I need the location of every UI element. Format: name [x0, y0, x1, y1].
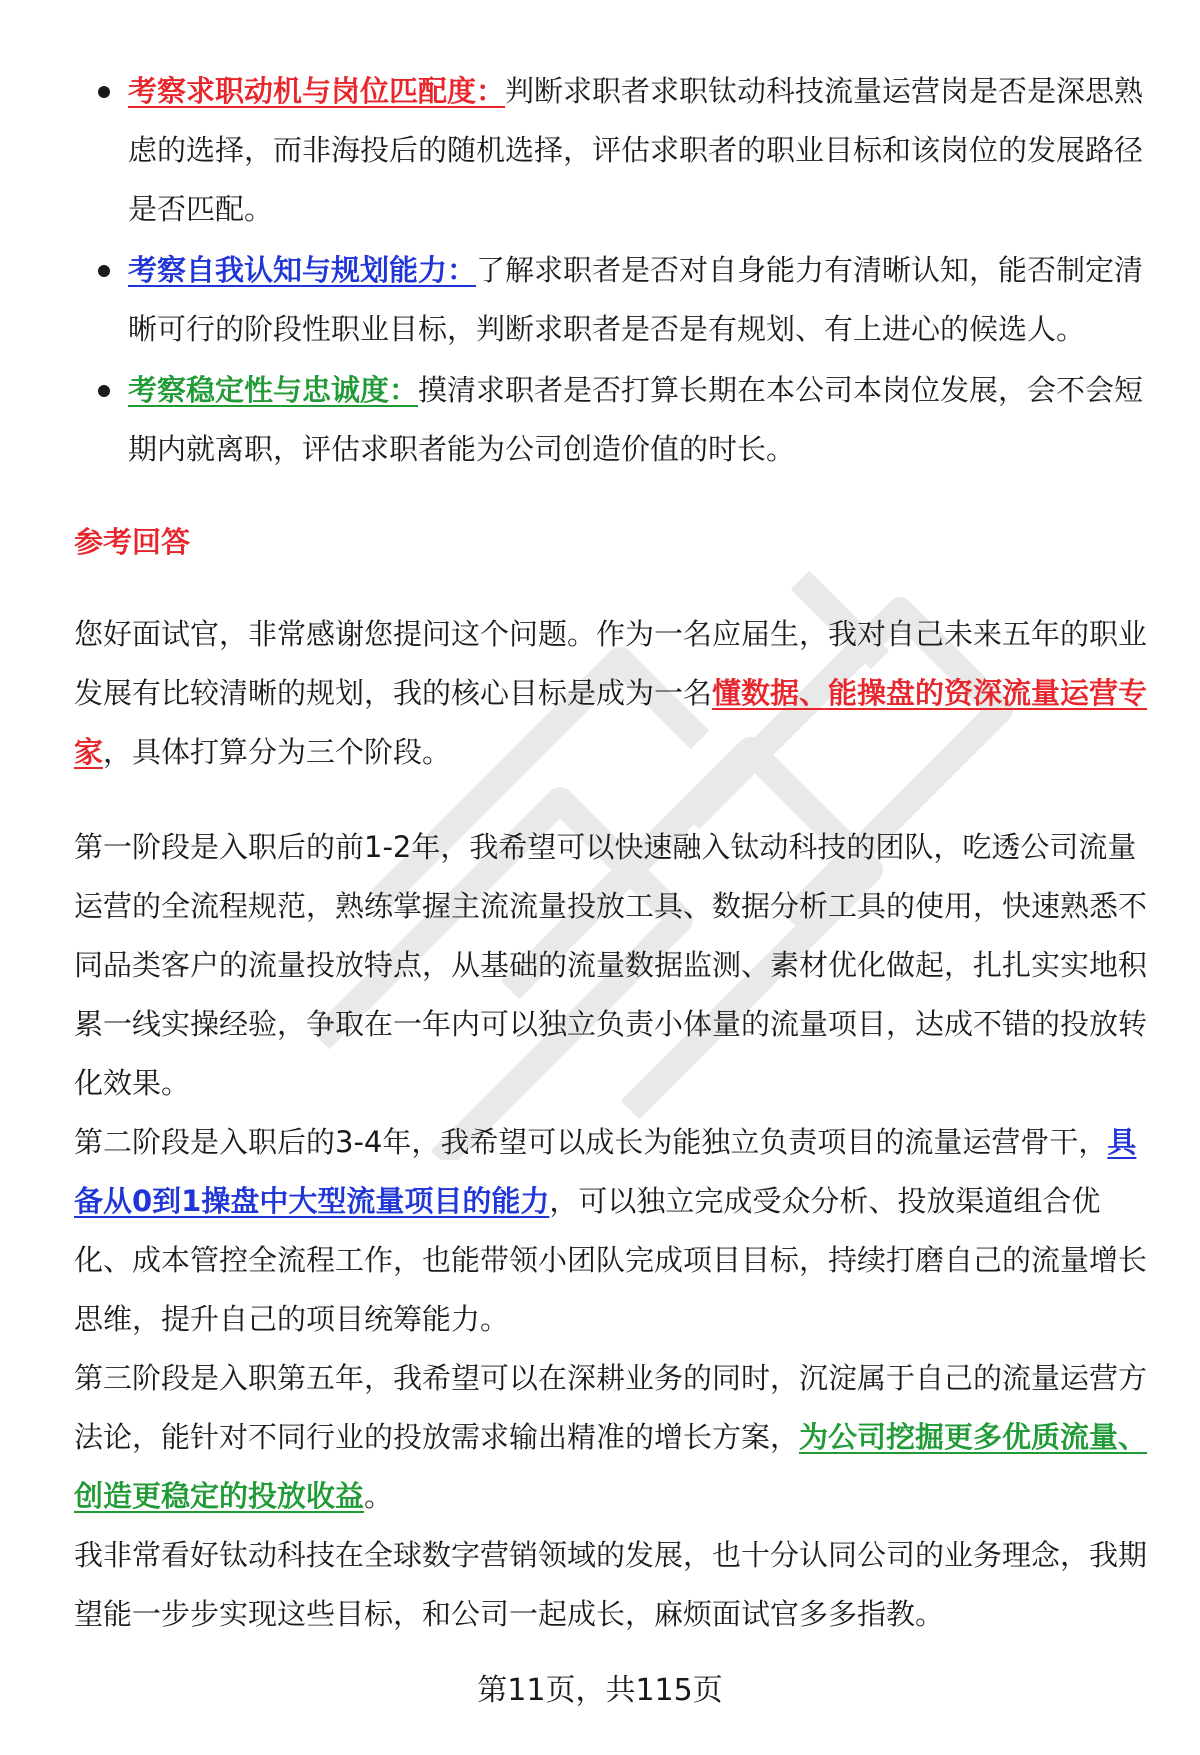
- stage2-paragraph: [74, 1113, 1154, 1349]
- stage3-highlight: 为公司挖掘更多优质流量、创造更稳定的投放收益: [74, 1420, 1148, 1513]
- intro-text: 您好面试官，非常感谢您提问这个问题。作为一名应届生，我对自己未来五年的职业发展有比较清晰的规划，我的核心目标是成为一名: [74, 617, 1148, 710]
- bullet-dot-icon: [98, 385, 110, 397]
- document-page: [74, 62, 1154, 1644]
- list-item: [74, 361, 1154, 479]
- list-item: [74, 241, 1154, 359]
- stage2-highlight: 具备从0到1操盘中大型流量项目的能力: [74, 1125, 1137, 1218]
- criterion-text: 了解求职者是否对自身能力有清晰认知，能否制定清晰可行的阶段性职业目标，判断求职者是否是有规划、有上进心的候选人。: [128, 253, 1144, 346]
- bullet-dot-icon: [98, 86, 110, 98]
- stage3-paragraph: [74, 1349, 1154, 1526]
- criterion-label: 考察自我认知与规划能力：: [128, 253, 477, 287]
- criteria-list: [74, 62, 1154, 479]
- intro-text-end: ，具体打算分为三个阶段。: [103, 735, 452, 769]
- page-number: 第11页，共115页: [477, 1673, 723, 1708]
- stage2-text: 第二阶段是入职后的3-4年，我希望可以成长为能独立负责项目的流量运营骨干，: [74, 1125, 1108, 1159]
- criterion-label: 考察稳定性与忠诚度：: [128, 373, 419, 407]
- intro-highlight: 懂数据、能操盘的资深流量运营专家: [74, 676, 1148, 769]
- bullet-dot-icon: [98, 265, 110, 277]
- stage3-text-end: 。: [364, 1479, 394, 1513]
- intro-paragraph: [74, 605, 1154, 782]
- criterion-text: 摸清求职者是否打算长期在本公司本岗位发展，会不会短期内就离职，评估求职者能为公司创造价值的时长。: [128, 373, 1144, 466]
- criterion-text: 判断求职者求职钛动科技流量运营岗是否是深思熟虑的选择，而非海投后的随机选择，评估求职者的职业目标和该岗位的发展路径是否匹配。: [128, 74, 1144, 226]
- list-item: [74, 62, 1154, 239]
- stage3-text: 第三阶段是入职第五年，我希望可以在深耕业务的同时，沉淀属于自己的流量运营方法论，能针对不同行业的投放需求输出精准的增长方案，: [74, 1361, 1148, 1454]
- stage2-text-end: ，可以独立完成受众分析、投放渠道组合优化、成本管控全流程工作，也能带领小团队完成项目目标，持续打磨自己的流量增长思维，提升自己的项目统筹能力。: [74, 1184, 1148, 1336]
- closing-paragraph: 我非常看好钛动科技在全球数字营销领域的发展，也十分认同公司的业务理念，我期望能一步步实现这些目标，和公司一起成长，麻烦面试官多多指教。: [74, 1538, 1148, 1631]
- stage1-paragraph: 第一阶段是入职后的前1-2年，我希望可以快速融入钛动科技的团队，吃透公司流量运营的全流程规范，熟练掌握主流流量投放工具、数据分析工具的使用，快速熟悉不同品类客户的流量投放特点，从基础的流量数据监测、素材优化做起，扎扎实实地积累一线实操经验，争取在一年内可以独立负责小体量的流量项目，达成不错的投放转化效果。: [74, 830, 1148, 1100]
- criterion-label: 考察求职动机与岗位匹配度：: [128, 74, 506, 108]
- section-title: 参考回答: [74, 525, 191, 559]
